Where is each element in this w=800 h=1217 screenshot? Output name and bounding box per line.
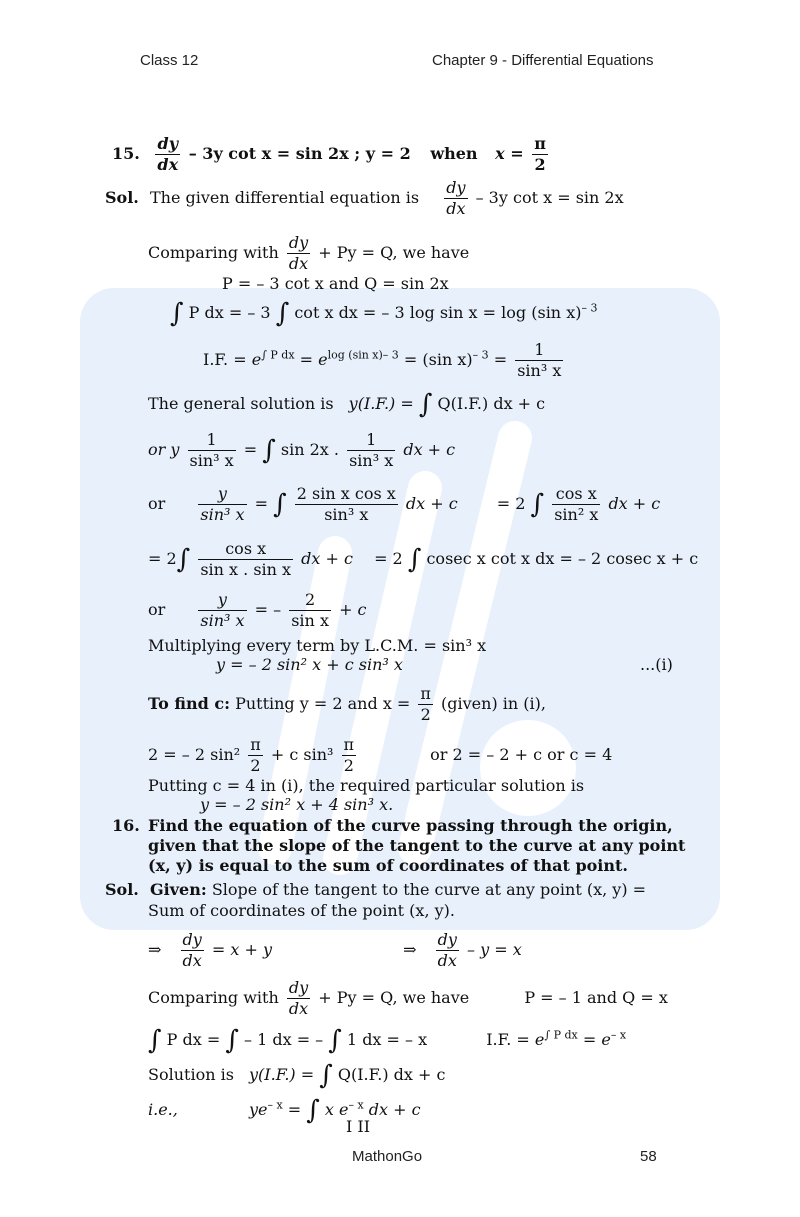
- integral-icon: ∫: [530, 489, 545, 520]
- text: or: [148, 600, 166, 619]
- fraction: $\frac{y}{\text{sin³ x}}$: [200, 484, 245, 524]
- result-line: y = – 2 sin² x + c sin³ x: [216, 655, 403, 674]
- dydx-fraction: $\frac{dy}{dx}$: [437, 930, 457, 970]
- text: =: [493, 350, 508, 369]
- implies-icon: ⇒: [148, 940, 162, 959]
- comparing-line-2: [148, 978, 668, 1019]
- find-c-line: [148, 684, 546, 725]
- text: Q(I.F.) dx + c: [337, 1065, 446, 1084]
- substitution-line: [148, 735, 612, 776]
- integral-icon: ∫: [306, 1095, 320, 1126]
- text: i.e.,: [148, 1100, 178, 1119]
- text: + Py = Q, we have: [318, 988, 470, 1007]
- bold-label: To find c:: [148, 694, 230, 713]
- dydx-fraction: $\frac{dy}{dx}$: [446, 178, 466, 218]
- text: cot x dx = – 3 log sin x = log (sin x): [294, 303, 582, 322]
- general-solution-line: [148, 389, 546, 420]
- text: x e: [324, 1100, 349, 1119]
- fraction: $\frac{\text{2 sin x cos x}}{\text{sin³ x}}$: [296, 484, 396, 524]
- text: = 2: [374, 549, 403, 568]
- text: Comparing with: [148, 243, 279, 262]
- page-number: 58: [640, 1148, 657, 1165]
- dydx-fraction: $\frac{dy}{dx}$: [288, 233, 309, 273]
- integral-icon: ∫: [418, 389, 433, 420]
- exponent: ∫ P dx: [261, 348, 295, 362]
- solution-15-intro: [105, 178, 624, 219]
- text: Comparing with: [148, 988, 279, 1007]
- text: I.F. =: [486, 1030, 530, 1049]
- exponent: – x: [267, 1098, 283, 1112]
- integral-icon: ∫: [273, 489, 287, 520]
- text: or y: [148, 440, 180, 459]
- text: = 2: [148, 549, 177, 568]
- text: = –: [254, 600, 282, 619]
- question-16-line-2: given that the slope of the tangent to the curve at any point: [148, 836, 686, 855]
- text: 2 = – 2 sin²: [148, 745, 241, 764]
- integral-line-2: [148, 1025, 627, 1056]
- integral-p-line: [170, 298, 598, 329]
- line-5: [148, 539, 698, 580]
- integral-icon: ∫: [328, 1025, 342, 1056]
- integral-icon: ∫: [275, 298, 290, 329]
- text: dx + c: [403, 440, 456, 459]
- solution-16-given-2: Sum of coordinates of the point (x, y).: [148, 901, 455, 920]
- comparing-line: [148, 233, 469, 274]
- fraction: $\frac{1}{\text{sin³ x}}$: [517, 340, 562, 380]
- fraction: $\frac{\text{cos x}}{\text{sin x . sin x}}$: [200, 539, 292, 579]
- question-number: 15.: [112, 144, 140, 163]
- text: Solution is: [148, 1065, 234, 1084]
- or-line-2: [148, 484, 660, 525]
- question-equation: – 3y cot x = sin 2x ; y = 2: [188, 144, 411, 163]
- or-line-3: [148, 590, 367, 631]
- pi-over-2: $\frac{\pi}{2}$: [534, 134, 546, 174]
- text: e: [251, 350, 262, 369]
- ie-line: [148, 1095, 421, 1126]
- question-x: x =: [495, 144, 524, 163]
- bold-label: Given:: [149, 880, 207, 899]
- header-chapter: Chapter 9 - Differential Equations: [432, 52, 654, 69]
- text: P dx = – 3: [188, 303, 271, 322]
- equation-number: ...(i): [640, 655, 673, 674]
- text: dx + c: [301, 549, 353, 568]
- text: dx + c: [368, 1100, 421, 1119]
- pi-over-2: $\frac{\pi}{2}$: [343, 735, 355, 775]
- dydx-fraction: $\frac{dy}{dx}$: [157, 134, 179, 174]
- text: + c sin³: [270, 745, 334, 764]
- or-line-1: [148, 430, 455, 471]
- implies-line: [148, 930, 522, 971]
- sol-label: Sol.: [105, 188, 139, 207]
- text: Slope of the tangent to the curve at any point (x, y) =: [211, 880, 647, 899]
- text: y(I.F.) =: [348, 394, 414, 413]
- text: + c: [339, 600, 367, 619]
- ilate-marks: I II: [346, 1117, 371, 1136]
- text: or 2 = – 2 + c or c = 4: [430, 745, 613, 764]
- text: = x + y: [211, 940, 273, 959]
- integral-icon: ∫: [170, 298, 184, 329]
- integral-icon: ∫: [176, 544, 191, 575]
- text: P dx =: [166, 1030, 221, 1049]
- text: = e: [299, 350, 328, 369]
- text: P = – 1 and Q = x: [524, 988, 668, 1007]
- text: I.F. =: [203, 350, 247, 369]
- text: 1 dx = – x: [346, 1030, 428, 1049]
- p-q-line: P = – 3 cot x and Q = sin 2x: [222, 274, 449, 293]
- text: = e: [582, 1030, 611, 1049]
- question-16-number: 16.: [112, 816, 140, 835]
- text: =: [243, 440, 258, 459]
- text: dx + c: [608, 494, 661, 513]
- implies-icon: ⇒: [403, 940, 417, 959]
- fraction: $\frac{y}{\text{sin³ x}}$: [200, 590, 245, 630]
- text: or: [148, 494, 166, 513]
- integral-icon: ∫: [407, 544, 422, 575]
- fraction: $\frac{\text{cos x}}{\text{sin² x}}$: [554, 484, 599, 524]
- text: – y = x: [466, 940, 522, 959]
- text: + Py = Q, we have: [318, 243, 470, 262]
- text: dx + c: [405, 494, 458, 513]
- question-when: when: [430, 144, 478, 163]
- sol-label: Sol.: [105, 880, 139, 899]
- text: =: [254, 494, 269, 513]
- text: e: [534, 1030, 545, 1049]
- fraction: $\frac{2}{\text{sin x}}$: [291, 590, 329, 630]
- text: Putting y = 2 and x =: [235, 694, 411, 713]
- exponent: log (sin x)– 3: [327, 348, 399, 362]
- text: sin 2x .: [280, 440, 339, 459]
- text: Q(I.F.) dx + c: [437, 394, 546, 413]
- final-solution: y = – 2 sin² x + 4 sin³ x.: [200, 795, 394, 814]
- integral-icon: ∫: [262, 435, 276, 466]
- text: ye: [248, 1100, 268, 1119]
- text: The general solution is: [148, 394, 334, 413]
- text: y(I.F.) =: [249, 1065, 315, 1084]
- if-line: [203, 340, 566, 381]
- integral-icon: ∫: [319, 1060, 333, 1091]
- integral-icon: ∫: [225, 1025, 239, 1056]
- footer-brand: MathonGo: [352, 1148, 423, 1165]
- text: – 1 dx = –: [243, 1030, 324, 1049]
- solution-16-given: [105, 880, 646, 900]
- solution-line: [148, 1060, 446, 1091]
- pi-over-2: $\frac{\pi}{2}$: [420, 684, 431, 724]
- text: = (sin x): [403, 350, 473, 369]
- exponent: – 3: [581, 301, 598, 315]
- multiplying-line: Multiplying every term by L.C.M. = sin³ x: [148, 636, 487, 655]
- putting-line: Putting c = 4 in (i), the required particular solution is: [148, 776, 585, 795]
- dydx-fraction: $\frac{dy}{dx}$: [288, 978, 309, 1018]
- sol-text: The given differential equation is: [149, 188, 420, 207]
- exponent: – x: [610, 1028, 627, 1042]
- text: =: [287, 1100, 302, 1119]
- fraction: $\frac{1}{\text{sin³ x}}$: [189, 430, 234, 470]
- fraction: $\frac{1}{\text{sin³ x}}$: [349, 430, 394, 470]
- exponent: – 3: [472, 348, 489, 362]
- dydx-fraction: $\frac{dy}{dx}$: [182, 930, 202, 970]
- question-16-line-3: (x, y) is equal to the sum of coordinates of that point.: [148, 856, 628, 875]
- text: = 2: [496, 494, 526, 513]
- question-15: [112, 134, 551, 175]
- pi-over-2: $\frac{\pi}{2}$: [250, 735, 261, 775]
- exponent: ∫ P dx: [544, 1028, 578, 1042]
- header-class: Class 12: [140, 52, 199, 69]
- sol-equation: – 3y cot x = sin 2x: [475, 188, 624, 207]
- text: cosec x cot x dx = – 2 cosec x + c: [426, 549, 699, 568]
- integral-icon: ∫: [148, 1025, 162, 1056]
- exponent: – x: [348, 1098, 364, 1112]
- text: (given) in (i),: [441, 694, 546, 713]
- question-16-line-1: Find the equation of the curve passing through the origin,: [148, 816, 673, 835]
